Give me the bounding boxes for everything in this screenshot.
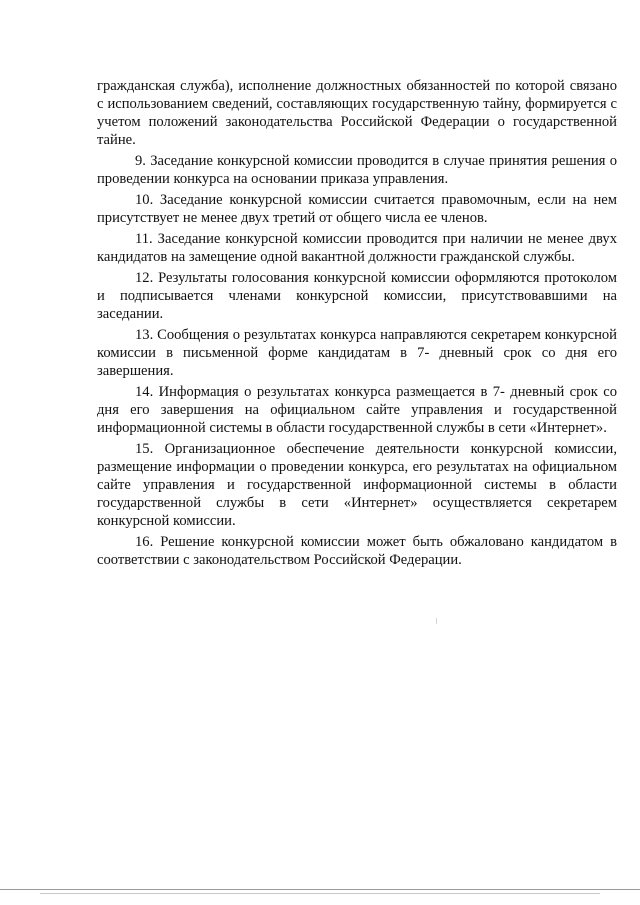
paragraph-16: 16. Решение конкурсной комиссии может быть обжаловано кандидатом в соответствии с законодательством Российской Федерации. [97, 534, 617, 568]
paragraph-12: 12. Результаты голосования конкурсной комиссии оформляются протоколом и подписывается членами конкурсной комиссии, присутствовавшими на заседании. [97, 270, 617, 322]
paragraph-continuation: гражданская служба), исполнение должностных обязанностей по которой связано с использованием сведений, составляющих государственную тайну, формируется с учетом положений законодательства Российской Федерации о государственной тайне. [97, 78, 617, 148]
document-body [97, 77, 617, 569]
paragraph-15: 15. Организационное обеспечение деятельности конкурсной комиссии, размещение информации о проведении конкурса, его результатах на официальном сайте управления и государственной информационной системы в области государственной службы в сети «Интернет» осуществляется секретарем конкурсной комиссии. [97, 441, 617, 529]
paragraph-13: 13. Сообщения о результатах конкурса направляются секретарем конкурсной комиссии в письменной форме кандидатам в 7- дневный срок со дня его завершения. [97, 327, 617, 379]
scan-artifact [436, 618, 437, 624]
paragraph-14: 14. Информация о результатах конкурса размещается в 7- дневный срок со дня его завершения на официальном сайте управления и государственной информационной системы в области государственной службы в сети «Интернет». [97, 384, 617, 436]
scan-edge-line-secondary [40, 893, 600, 894]
paragraph-9: 9. Заседание конкурсной комиссии проводится в случае принятия решения о проведении конкурса на основании приказа управления. [97, 153, 617, 187]
scan-edge-line [0, 889, 640, 890]
paragraph-11: 11. Заседание конкурсной комиссии проводится при наличии не менее двух кандидатов на замещение одной вакантной должности гражданской службы. [97, 231, 617, 265]
paragraph-10: 10. Заседание конкурсной комиссии считается правомочным, если на нем присутствует не менее двух третий от общего числа ее членов. [97, 192, 617, 226]
